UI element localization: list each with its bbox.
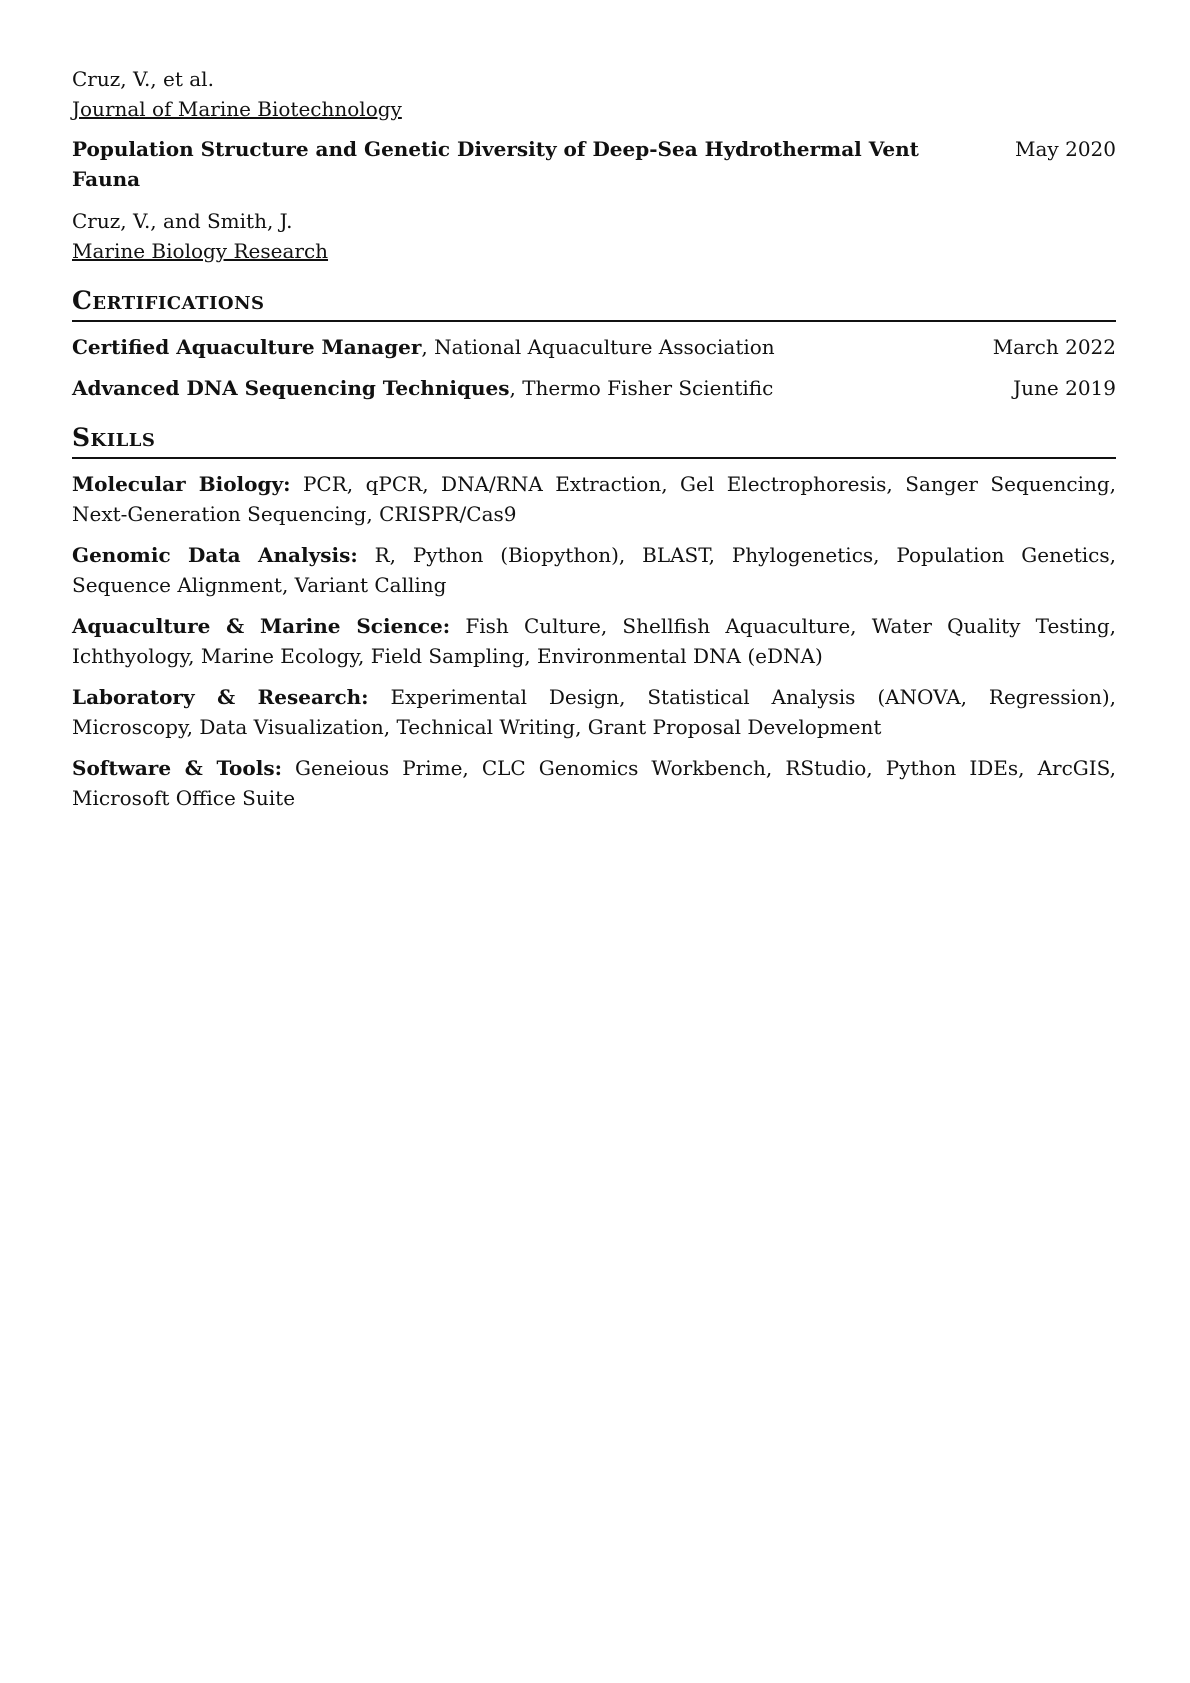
publication-authors: Cruz, V., et al.: [72, 67, 214, 91]
resume-page: [72, 64, 1116, 824]
skill-category: Software & Tools:: [72, 756, 282, 780]
skill-category: Molecular Biology:: [72, 472, 291, 496]
skill-item: [72, 611, 1116, 671]
skill-item: [72, 753, 1116, 813]
certification-text: Certified Aquaculture Manager, National Aquaculture Association: [72, 335, 775, 359]
certification-name: Certified Aquaculture Manager: [72, 335, 422, 359]
certification-date: June 2019: [1013, 376, 1116, 400]
certifications-heading: Certifications: [72, 284, 1116, 322]
publication-authors: Cruz, V., and Smith, J.: [72, 209, 293, 233]
skills-heading: Skills: [72, 421, 1116, 459]
skill-values: R, Python (Biopython), BLAST, Phylogenetics, Population Genetics, Sequence Alignment, Variant Calling: [72, 543, 1117, 597]
skill-item: [72, 540, 1116, 600]
certification-item: [72, 332, 1116, 362]
certification-name: Advanced DNA Sequencing Techniques: [72, 376, 510, 400]
certification-item: [72, 373, 1116, 403]
skills-list: [72, 469, 1116, 813]
publication-meta: [72, 206, 1116, 266]
publication-title: Population Structure and Genetic Diversity of Deep-Sea Hydrothermal Vent Fauna: [72, 137, 919, 191]
publication-date: May 2020: [1015, 137, 1116, 161]
skill-values: Fish Culture, Shellfish Aquaculture, Water Quality Testing, Ichthyology, Marine Ecology, Field Sampling, Environmental DNA (eDNA): [72, 614, 1117, 668]
skill-item: [72, 682, 1116, 742]
publication-header: [72, 134, 1116, 194]
certification-date: March 2022: [992, 335, 1116, 359]
skill-values: Experimental Design, Statistical Analysis (ANOVA, Regression), Microscopy, Data Visualization, Technical Writing, Grant Proposal Development: [72, 685, 1116, 739]
certification-issuer: Thermo Fisher Scientific: [522, 376, 774, 400]
publication-entry: [72, 134, 1116, 266]
skill-category: Aquaculture & Marine Science:: [72, 614, 451, 638]
publication-venue-link[interactable]: Journal of Marine Biotechnology: [72, 97, 402, 121]
skill-category: Genomic Data Analysis:: [72, 543, 358, 567]
certification-text: Advanced DNA Sequencing Techniques, Thermo Fisher Scientific: [72, 376, 774, 400]
publication-venue-link[interactable]: Marine Biology Research: [72, 239, 329, 263]
certification-issuer: National Aquaculture Association: [434, 335, 775, 359]
publication-meta: [72, 64, 1116, 124]
skill-values: Geneious Prime, CLC Genomics Workbench, RStudio, Python IDEs, ArcGIS, Microsoft Office Suite: [72, 756, 1116, 810]
publication-entry: [72, 64, 1116, 124]
skill-item: [72, 469, 1116, 529]
certifications-list: [72, 332, 1116, 403]
skill-category: Laboratory & Research:: [72, 685, 369, 709]
skill-values: PCR, qPCR, DNA/RNA Extraction, Gel Electrophoresis, Sanger Sequencing, Next-Generation Sequencing, CRISPR/Cas9: [72, 472, 1117, 526]
